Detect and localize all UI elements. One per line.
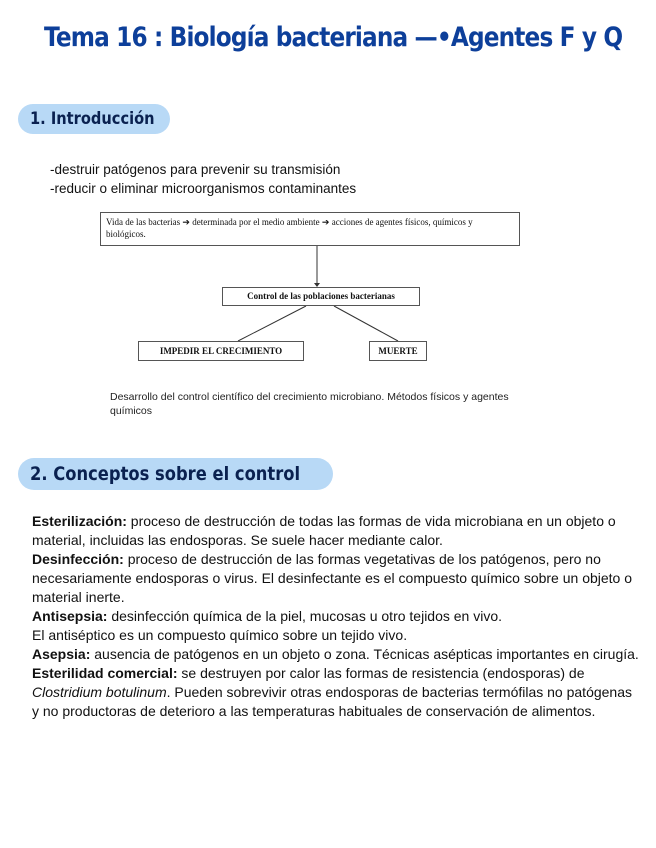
concept-text: proceso de destrucción de las formas vegetativas de los patógenos, pero no necesariamente endosporas o virus. El desinfectante es el compuesto químico sobre un objeto o material inerte.: [32, 551, 633, 605]
concept-text: se destruyen por calor las formas de resistencia (endosporas) de: [177, 665, 585, 681]
section-heading-conceptos: [18, 458, 333, 490]
concept-asepsia: [32, 645, 640, 664]
concept-esterilidad-comercial: [32, 664, 640, 721]
concept-term: Antisepsia:: [32, 608, 108, 624]
diagram-box-impedir: IMPEDIR EL CRECIMIENTO: [138, 341, 304, 361]
list-item: -reducir o eliminar microorganismos contaminantes: [50, 181, 357, 196]
concept-desinfeccion: [32, 550, 640, 607]
concept-term: Esterilidad comercial:: [32, 665, 178, 681]
concept-text: proceso de destrucción de todas las formas de vida microbiana en un objeto o material, incluidas las endosporas. Se suele hacer mediante calor.: [32, 513, 616, 548]
diagram-box-control: Control de las poblaciones bacterianas: [222, 287, 420, 306]
list-item: -destruir patógenos para prevenir su transmisión: [50, 162, 341, 177]
concept-esterilizacion: [32, 512, 640, 550]
page-title: Tema 16 : Biología bacteriana —•Agentes F y Q: [44, 22, 623, 53]
concept-text: desinfección química de la piel, mucosas u otro tejidos en vivo.: [107, 608, 503, 624]
concept-text: . Pueden sobrevivir otras endosporas de bacterias termófilas no patógenas y no productoras de deterioro a las temperaturas habituales de conservación de alimentos.: [32, 684, 632, 719]
section-heading-label: 2. Conceptos sobre el control: [30, 463, 301, 485]
concept-text: ausencia de patógenos en un objeto o zona. Técnicas asépticas importantes en cirugía.: [90, 646, 639, 662]
organism-name: Clostridium botulinum: [32, 684, 167, 700]
concept-antisepsia: [32, 607, 640, 626]
concept-antiseptico: El antiséptico es un compuesto químico sobre un tejido vivo.: [32, 627, 408, 643]
concept-term: Desinfección:: [32, 551, 124, 567]
section-heading-label: 1. Introducción: [30, 109, 155, 129]
diagram-box-muerte: MUERTE: [369, 341, 427, 361]
concept-term: Esterilización:: [32, 513, 127, 529]
concepts-body: [32, 512, 640, 721]
concept-term: Asepsia:: [32, 646, 91, 662]
diagram-caption: Desarrollo del control científico del crecimiento microbiano. Métodos físicos y agentes químicos: [110, 391, 509, 417]
diagram-box-vida: Vida de las bacterias ➔ determinada por el medio ambiente ➔ acciones de agentes físicos, químicos y biológicos.: [100, 212, 520, 246]
